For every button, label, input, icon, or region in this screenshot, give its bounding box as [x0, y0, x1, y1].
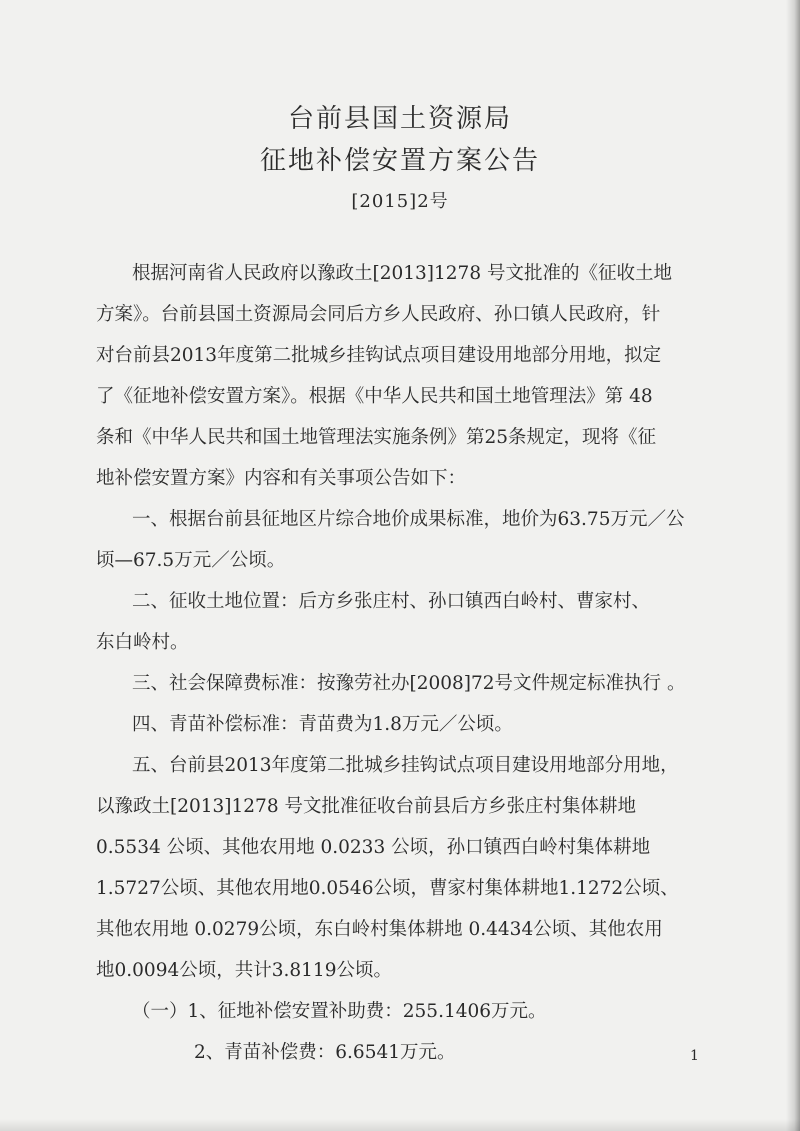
- body-line: 地0.0094公顷，共计3.8119公顷。: [96, 960, 392, 981]
- document-number: [2015]2号: [351, 191, 449, 212]
- body-line: 2、青苗补偿费：6.6541万元。: [194, 1042, 456, 1063]
- body-line: 一、根据台前县征地区片综合地价成果标准，地价为63.75万元／公: [132, 509, 685, 530]
- body-line: 顷—67.5万元／公顷。: [96, 550, 286, 571]
- scan-edge-shadow: [786, 0, 800, 1131]
- body-line: 五、台前县2013年度第二批城乡挂钩试点项目建设用地部分用地，: [132, 755, 679, 776]
- body-line: 东白岭村。: [96, 632, 189, 653]
- document-title-agency: 台前县国土资源局: [287, 104, 512, 134]
- document-title-subject: 征地补偿安置方案公告: [259, 146, 540, 176]
- body-line: 二、征收土地位置：后方乡张庄村、孙口镇西白岭村、曹家村、: [132, 591, 651, 612]
- page-number: 1: [690, 1048, 699, 1064]
- body-line: 其他农用地 0.0279公顷，东白岭村集体耕地 0.4434公顷、其他农用: [96, 919, 663, 940]
- body-line: 根据河南省人民政府以豫政土[2013]1278 号文批准的《征收土地: [132, 263, 672, 284]
- body-line: 三、社会保障费标准：按豫劳社办[2008]72号文件规定标准执行 。: [132, 673, 686, 694]
- body-line: 对台前县2013年度第二批城乡挂钩试点项目建设用地部分用地，拟定: [96, 345, 662, 366]
- body-line: 四、青苗补偿标准：青苗费为1.8万元／公顷。: [132, 714, 513, 735]
- scan-bottom-shadow: [0, 1119, 800, 1131]
- body-line: 0.5534 公顷、其他农用地 0.0233 公顷，孙口镇西白岭村集体耕地: [96, 837, 651, 858]
- body-line: 地补偿安置方案》内容和有关事项公告如下：: [96, 468, 467, 489]
- body-line: 条和《中华人民共和国土地管理法实施条例》第25条规定，现将《征: [96, 427, 657, 448]
- body-line: 方案》。台前县国土资源局会同后方乡人民政府、孙口镇人民政府，针: [96, 304, 661, 325]
- body-line: 1.5727公顷、其他农用地0.0546公顷，曹家村集体耕地1.1272公顷、: [96, 878, 679, 899]
- body-line: 以豫政土[2013]1278 号文批准征收台前县后方乡张庄村集体耕地: [96, 796, 636, 817]
- body-line: 了《征地补偿安置方案》。根据《中华人民共和国土地管理法》第 48: [96, 386, 653, 407]
- body-line: （一）1、征地补偿安置补助费：255.1406万元。: [132, 1001, 547, 1022]
